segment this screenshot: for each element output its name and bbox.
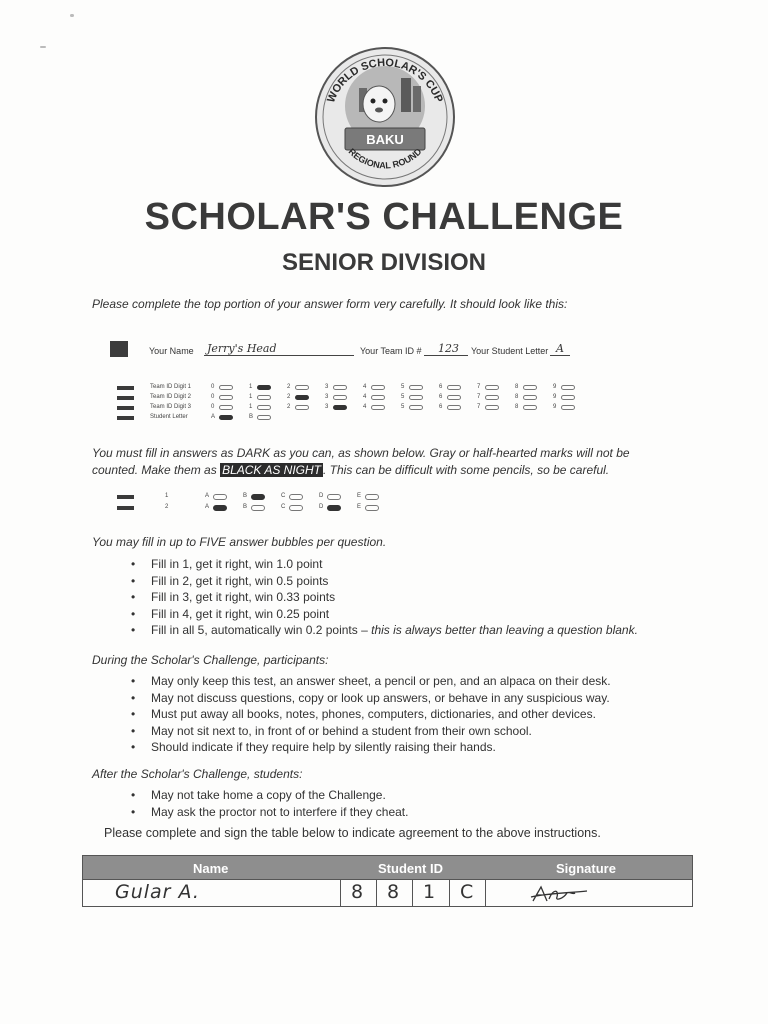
answer-bubble[interactable] [447,395,461,400]
list-item: • May only keep this test, an answer sheet, a pencil or pen, and an alpaca on their desk. [125,673,611,690]
list-item: • May ask the proctor not to interfere if they cheat. [125,804,408,821]
table-header [82,855,693,880]
answer-bubble[interactable] [213,505,227,511]
bubble-option-label: 5 [401,404,405,410]
logo-arc-bottom: REGIONAL ROUND [346,146,424,171]
timing-mark-icon [117,416,134,420]
logo-arc-top: WORLD SCHOLAR'S CUP [325,56,445,105]
answer-bubble[interactable] [213,494,227,500]
grid-row-label: Team ID Digit 1 [150,384,192,390]
bubble-option-label: 7 [477,404,481,410]
bubble-option-label: 4 [363,394,367,400]
list-item: • May not take home a copy of the Challenge. [125,787,408,804]
grid-row [117,394,587,403]
bubble-option-label: A [205,504,210,510]
dark-instruction [92,445,672,479]
bubble-option-label: 2 [287,384,291,390]
header-signature: Signature [556,861,616,876]
bubble-option-label: B [249,414,254,420]
timing-mark-icon [117,506,134,510]
scan-speck [70,14,74,17]
bubble-option-label: A [211,414,216,420]
answer-bubble[interactable] [333,405,347,410]
bubble-option-label: 7 [477,394,481,400]
grid-row-label: Team ID Digit 3 [150,404,192,410]
answer-bubble[interactable] [257,395,271,400]
answer-bubble[interactable] [295,395,309,400]
answer-bubble[interactable] [523,395,537,400]
answer-bubble[interactable] [447,405,461,410]
list-item [125,622,638,639]
answer-bubble[interactable] [485,405,499,410]
list-item-emphasis: this is always better than leaving a question blank. [371,623,638,637]
answer-bubble[interactable] [485,385,499,390]
dark-instruction-text-end: . This can be difficult with some pencils, so be careful. [323,463,610,477]
bubble-option-label: 8 [515,384,519,390]
cell-divider [340,880,341,906]
answer-bubble[interactable] [561,395,575,400]
bubble-option-label: D [319,504,324,510]
answer-bubble[interactable] [257,385,271,390]
answer-bubble[interactable] [219,405,233,410]
dark-example-row [117,503,417,513]
bubble-option-label: 2 [287,394,291,400]
bubble-option-label: 0 [211,404,215,410]
dark-example-row [117,492,417,502]
black-as-night-highlight: BLACK AS NIGHT [222,463,321,477]
grid-row-label: Team ID Digit 2 [150,394,192,400]
answer-bubble[interactable] [289,505,303,511]
answer-bubble[interactable] [257,405,271,410]
list-item-text: Fill in 4, get it right, win 0.25 point [151,606,330,621]
after-rules-list [125,787,408,820]
bubble-option-label: 6 [439,394,443,400]
answer-bubble[interactable] [251,494,265,500]
list-item [125,573,638,590]
bubble-option-label: C [281,493,286,499]
answer-bubble[interactable] [219,385,233,390]
list-item [125,589,638,606]
bubble-option-label: 9 [553,394,557,400]
page-subtitle: SENIOR DIVISION [281,249,487,276]
bubbles-intro: You may fill in up to FIVE answer bubbles per question. [92,535,387,549]
answer-bubble[interactable] [219,395,233,400]
answer-bubble[interactable] [371,405,385,410]
team-label: Your Team ID # [360,346,422,356]
bubble-option-label: 6 [439,404,443,410]
bubble-option-label: 7 [477,384,481,390]
bubble-option-label: 1 [249,404,253,410]
answer-bubble[interactable] [219,415,233,420]
agreement-table [82,855,693,907]
timing-mark-icon [117,406,134,410]
answer-bubble[interactable] [295,385,309,390]
grid-row [117,404,587,413]
name-label: Your Name [149,346,194,356]
list-item [125,606,638,623]
bubble-option-label: D [319,493,324,499]
during-rules-list [125,673,611,756]
answer-bubble[interactable] [327,494,341,500]
answer-bubble[interactable] [251,505,265,511]
list-item-text: Fill in all 5, automatically win 0.2 points – [151,623,372,637]
bubble-option-label: E [357,504,362,510]
bubble-option-label: 9 [553,404,557,410]
logo-city: BAKU [366,132,404,147]
question-number: 1 [165,493,169,499]
bubble-option-label: 0 [211,384,215,390]
answer-bubble[interactable] [333,385,347,390]
letter-value: A [556,342,564,355]
answer-bubble[interactable] [365,505,379,511]
bubble-option-label: B [243,504,248,510]
bubble-option-label: 4 [363,404,367,410]
bubble-option-label: 1 [249,394,253,400]
list-item-text: Fill in 1, get it right, win 1.0 point [151,557,323,571]
scan-speck [40,46,46,48]
cell-divider [412,880,413,906]
scoring-list [125,556,638,639]
agreement-text: Please complete and sign the table below to indicate agreement to the above instructions. [104,826,601,840]
example-form-header [110,340,590,360]
list-item: • May not sit next to, in front of or behind a student from their own school. [125,723,611,740]
bubble-option-label: A [205,493,210,499]
answer-bubble[interactable] [561,405,575,410]
world-scholars-cup-logo [311,46,459,188]
alignment-square-icon [110,341,128,357]
list-item-text: Fill in 3, get it right, win 0.33 points [151,590,336,604]
intro-text: Please complete the top portion of your answer form very carefully. It should look like this: [92,297,568,311]
answer-bubble[interactable] [333,395,347,400]
answer-bubble[interactable] [327,505,341,511]
bubble-option-label: 8 [515,404,519,410]
bubble-option-label: B [243,493,248,499]
during-intro: During the Scholar's Challenge, participants: [92,653,329,667]
bubble-option-label: 6 [439,384,443,390]
bubble-option-label: 8 [515,394,519,400]
list-item: • Must put away all books, notes, phones, computers, dictionaries, and other devices. [125,706,611,723]
bubble-option-label: 3 [325,404,329,410]
bubble-option-label: 4 [363,384,367,390]
bubble-option-label: 0 [211,394,215,400]
team-underline [424,355,468,356]
answer-bubble[interactable] [371,395,385,400]
dark-instruction-text: You must fill in answers as DARK as you can, as shown below. Gray or half-hearted marks will not be counted. Make them as [92,446,630,477]
name-underline [204,355,354,356]
cell-divider [485,880,486,906]
bubble-option-label: 1 [249,384,253,390]
after-intro: After the Scholar's Challenge, students: [92,767,303,781]
team-value: 123 [438,342,459,355]
timing-mark-icon [117,386,134,390]
cell-divider [376,880,377,906]
answer-bubble[interactable] [257,415,271,420]
bubble-option-label: 3 [325,384,329,390]
answer-bubble[interactable] [409,405,423,410]
id-digit-3: 1 [423,881,437,903]
bubble-option-label: 9 [553,384,557,390]
bubble-option-label: C [281,504,286,510]
bubble-option-label: 3 [325,394,329,400]
bubble-option-label: 5 [401,384,405,390]
letter-underline [550,355,570,356]
signature-scribble [529,883,589,905]
answer-bubble[interactable] [523,405,537,410]
grid-row-label: Student Letter [150,414,188,420]
answer-bubble[interactable] [409,395,423,400]
answer-bubble[interactable] [485,395,499,400]
bubble-option-label: 5 [401,394,405,400]
list-item: • May not discuss questions, copy or look up answers, or behave in any suspicious way. [125,690,611,707]
bubble-option-label: E [357,493,362,499]
grid-row [117,414,587,423]
answer-bubble[interactable] [295,405,309,410]
question-number: 2 [165,504,169,510]
answer-bubble[interactable] [561,385,575,390]
grid-row [117,384,587,393]
id-letter: C [460,881,475,903]
answer-bubble[interactable] [289,494,303,500]
page-title: SCHOLAR'S CHALLENGE [144,196,624,238]
list-item: • Should indicate if they require help by silently raising their hands. [125,739,611,756]
timing-mark-icon [117,495,134,499]
timing-mark-icon [117,396,134,400]
answer-bubble[interactable] [447,385,461,390]
list-item-text: Fill in 2, get it right, win 0.5 points [151,573,329,588]
name-value: Jerry's Head [207,342,277,355]
cell-divider [449,880,450,906]
bubble-option-label: 2 [287,404,291,410]
table-row[interactable] [82,880,693,907]
id-digit-2: 8 [387,881,401,903]
letter-label: Your Student Letter [471,346,549,356]
header-student-id: Student ID [378,861,443,876]
id-digit-1: 8 [351,881,365,903]
name-handwritten: Gular A. [115,881,200,903]
header-name: Name [193,861,229,876]
answer-bubble[interactable] [365,494,379,500]
answer-bubble[interactable] [523,385,537,390]
list-item [125,556,638,573]
answer-bubble[interactable] [409,385,423,390]
answer-bubble[interactable] [371,385,385,390]
